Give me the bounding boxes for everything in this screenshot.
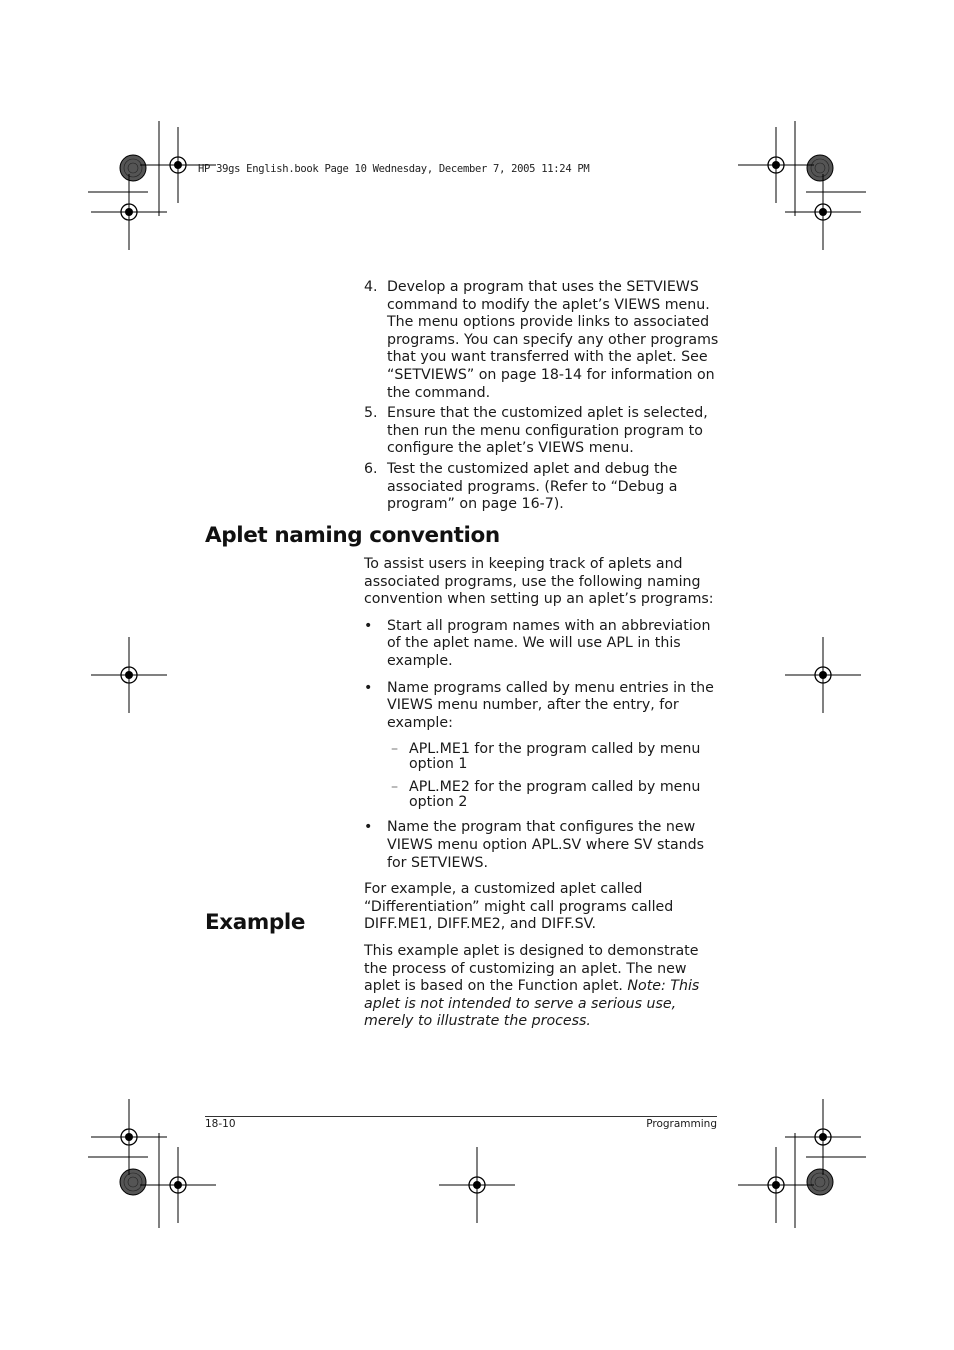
step-text: Ensure that the customized aplet is selected, then run the menu configuration program to configure the aplet’s VIEWS menu. (387, 405, 708, 457)
page-number: 18-10 (205, 1118, 236, 1130)
example-section-body (364, 943, 720, 1031)
bullet-mark: • (364, 819, 373, 836)
step-number: 5. (364, 405, 378, 422)
intro-paragraph: To assist users in keeping track of aplets and associated programs, use the following naming convention when setting up an aplet’s programs: (364, 556, 714, 608)
example-note: Note: This aplet is not intended to serve a serious use, merely to illustrate the process. (364, 978, 700, 1030)
numbered-steps (364, 279, 720, 517)
step-item (364, 279, 720, 402)
step-item (364, 461, 720, 514)
sub-list-item: – APL.ME2 for the program called by menu option 2 (391, 779, 701, 811)
naming-section-body (364, 556, 720, 943)
dash-mark: – (391, 779, 399, 796)
list-item: • Name the program that configures the new VIEWS menu option APL.SV where SV stands for SETVIEWS. (364, 819, 705, 871)
step-number: 6. (364, 460, 378, 477)
step-number: 4. (364, 279, 378, 295)
bullet-mark: • (364, 679, 373, 696)
section-heading-naming: Aplet naming convention (205, 523, 500, 548)
list-item: • Start all program names with an abbreviation of the aplet name. We will use APL in this example. (364, 617, 711, 669)
step-item (364, 405, 720, 458)
book-slug: HP 39gs English.book Page 10 Wednesday, December 7, 2005 11:24 PM (198, 163, 590, 175)
bullet-mark: • (364, 617, 373, 634)
example-paragraph: This example aplet is designed to demonstrate the process of customizing an aplet. The new aplet is based on the Function aplet. Note: This aplet is not intended to serve a serious use, merely to illustrate the process. (364, 943, 700, 1030)
list-item: • Name programs called by menu entries in the VIEWS menu number, after the entry, for example: (364, 679, 714, 731)
closing-paragraph: For example, a customized aplet called “Differentiation” might call programs called DIFF.ME1, DIFF.ME2, and DIFF.SV. (364, 881, 674, 933)
footer-section-title: Programming (646, 1118, 717, 1130)
sub-list-item: – APL.ME1 for the program called by menu option 1 (391, 741, 701, 773)
dash-mark: – (391, 741, 399, 758)
step-text: Develop a program that uses the SETVIEWS command to modify the aplet’s VIEWS menu. The menu options provide links to associated programs. You can specify any other programs that you want transferred with the aplet. See “SETVIEWS” on page 18-14 for information on the command. (387, 279, 719, 401)
step-text: Test the customized aplet and debug the associated programs. (Refer to “Debug a program” on page 16-7). (387, 460, 678, 513)
footer-rule (205, 1116, 717, 1117)
section-heading-example: Example (205, 910, 306, 935)
